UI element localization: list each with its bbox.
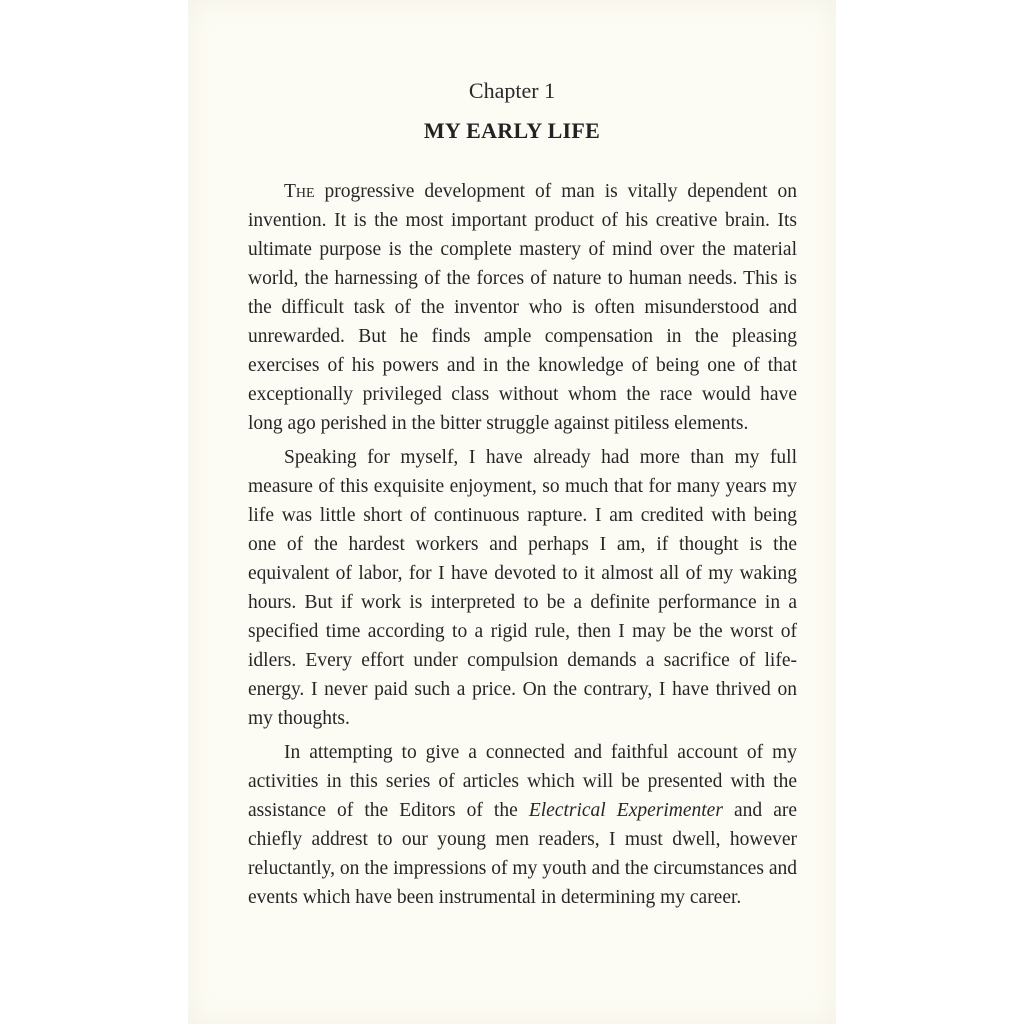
paragraph-3 [248,738,797,912]
chapter-title: MY EARLY LIFE [423,118,601,143]
paragraph-1-lead: The [284,181,315,202]
chapter-body [248,177,797,917]
paragraph-3-text-after: and are chiefly addrest to our young men readers, I must dwell, however reluctantly, on the impressions of my youth and the circumstances and events which have been instrumental in determining my career. [248,800,797,908]
paragraph-3-text-before: In attempting to give a connected and faithful account of my activities in this series of articles which will be presented with the assistance of the Editors of the [248,742,797,821]
paragraph-1 [248,177,797,438]
paragraph-1-text: progressive development of man is vitally dependent on invention. It is the most important product of his creative brain. Its ultimate purpose is the complete mastery of mind over the material world, the harnessing of the forces of nature to human needs. This is the difficult task of the inventor who is often misunderstood and unrewarded. But he finds ample compensation in the pleasing exercises of his powers and in the knowledge of being one of that exceptionally privileged class without whom the race would have long ago perished in the bitter struggle against pitiless elements. [248,181,797,434]
book-page [188,0,836,1024]
chapter-number: Chapter 1 [468,78,556,103]
paragraph-3-emphasis: Electrical Experimenter [528,800,723,821]
paragraph-2-text: Speaking for myself, I have already had more than my full measure of this exquisite enjoyment, so much that for many years my life was little short of continuous rapture. I am credited with being one of the hardest workers and perhaps I am, if thought is the equivalent of labor, for I have devoted to it almost all of my waking hours. But if work is interpreted to be a definite performance in a specified time according to a rigid rule, then I may be the worst of idlers. Every effort under compulsion demands a sacrifice of life-energy. I never paid such a price. On the contrary, I have thrived on my thoughts. [248,447,797,729]
paragraph-2 [248,443,797,733]
